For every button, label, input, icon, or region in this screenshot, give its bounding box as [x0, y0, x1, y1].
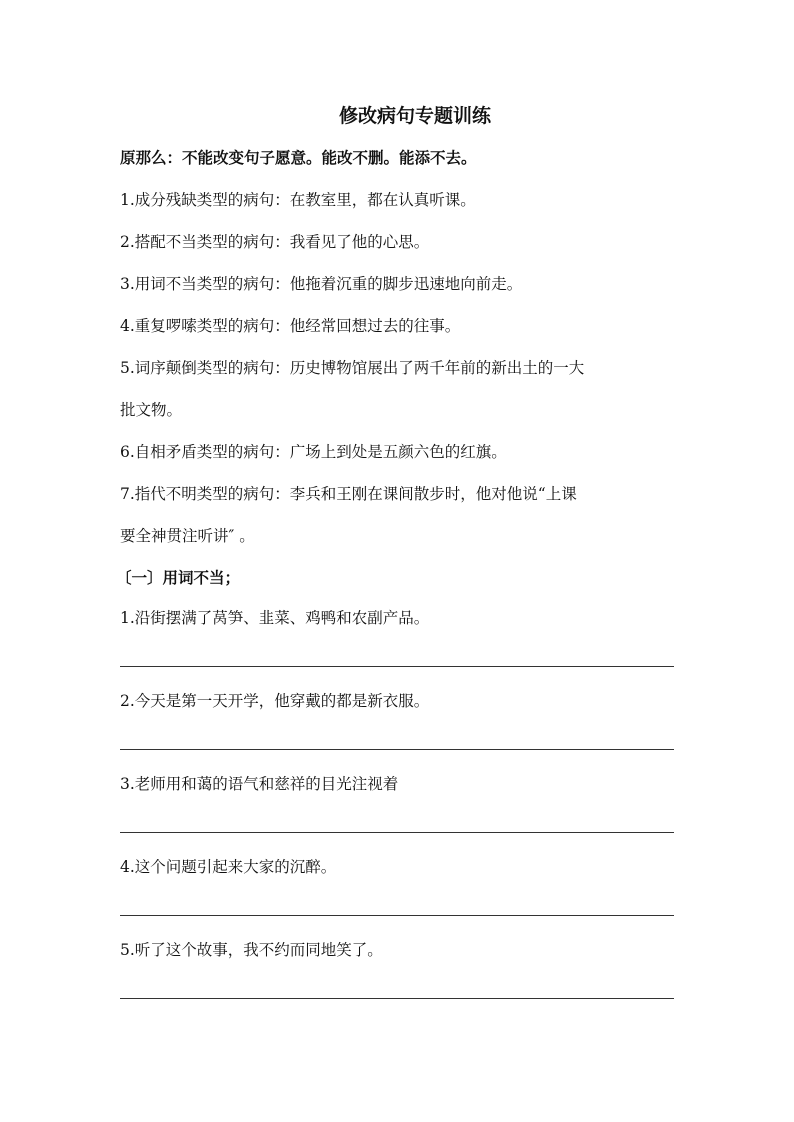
example-line: 6.自相矛盾类型的病句：广场上到处是五颜六色的红旗。 — [120, 443, 507, 461]
example-line: 3.用词不当类型的病句：他拖着沉重的脚步迅速地向前走。 — [120, 275, 523, 293]
example-line: 5.词序颠倒类型的病句：历史博物馆展出了两千年前的新出土的一大 — [120, 359, 585, 377]
answer-line[interactable] — [120, 832, 674, 833]
example-line: 1.成分残缺类型的病句：在教室里，都在认真听课。 — [120, 191, 476, 209]
example-line-continued: 批文物。 — [120, 401, 183, 419]
principle-text: 原那么：不能改变句子愿意。能改不删。能添不去。 — [120, 148, 477, 167]
example-line: 4.重复啰嗦类型的病句：他经常回想过去的往事。 — [120, 317, 461, 335]
example-line: 7.指代不明类型的病句：李兵和王刚在课间散步时，他对他说“上课 — [120, 485, 577, 503]
section-heading: 〔一〕用词不当； — [116, 568, 241, 587]
example-line-continued: 要全神贯注听讲″ 。 — [120, 527, 255, 545]
example-line: 2.搭配不当类型的病句：我看见了他的心思。 — [120, 233, 430, 251]
answer-line[interactable] — [120, 666, 674, 667]
page-title: 修改病句专题训练 — [338, 105, 491, 127]
exercise-sentence: 2.今天是第一天开学，他穿戴的都是新衣服。 — [120, 692, 430, 710]
exercise-sentence: 1.沿街摆满了莴笋、韭菜、鸡鸭和农副产品。 — [120, 609, 430, 627]
answer-line[interactable] — [120, 998, 674, 999]
answer-line[interactable] — [120, 915, 674, 916]
exercise-sentence: 3.老师用和蔼的语气和慈祥的目光注视着 — [120, 775, 399, 793]
exercise-sentence: 4.这个问题引起来大家的沉醉。 — [120, 858, 337, 876]
answer-line[interactable] — [120, 749, 674, 750]
exercise-sentence: 5.听了这个故事，我不约而同地笑了。 — [120, 941, 383, 959]
